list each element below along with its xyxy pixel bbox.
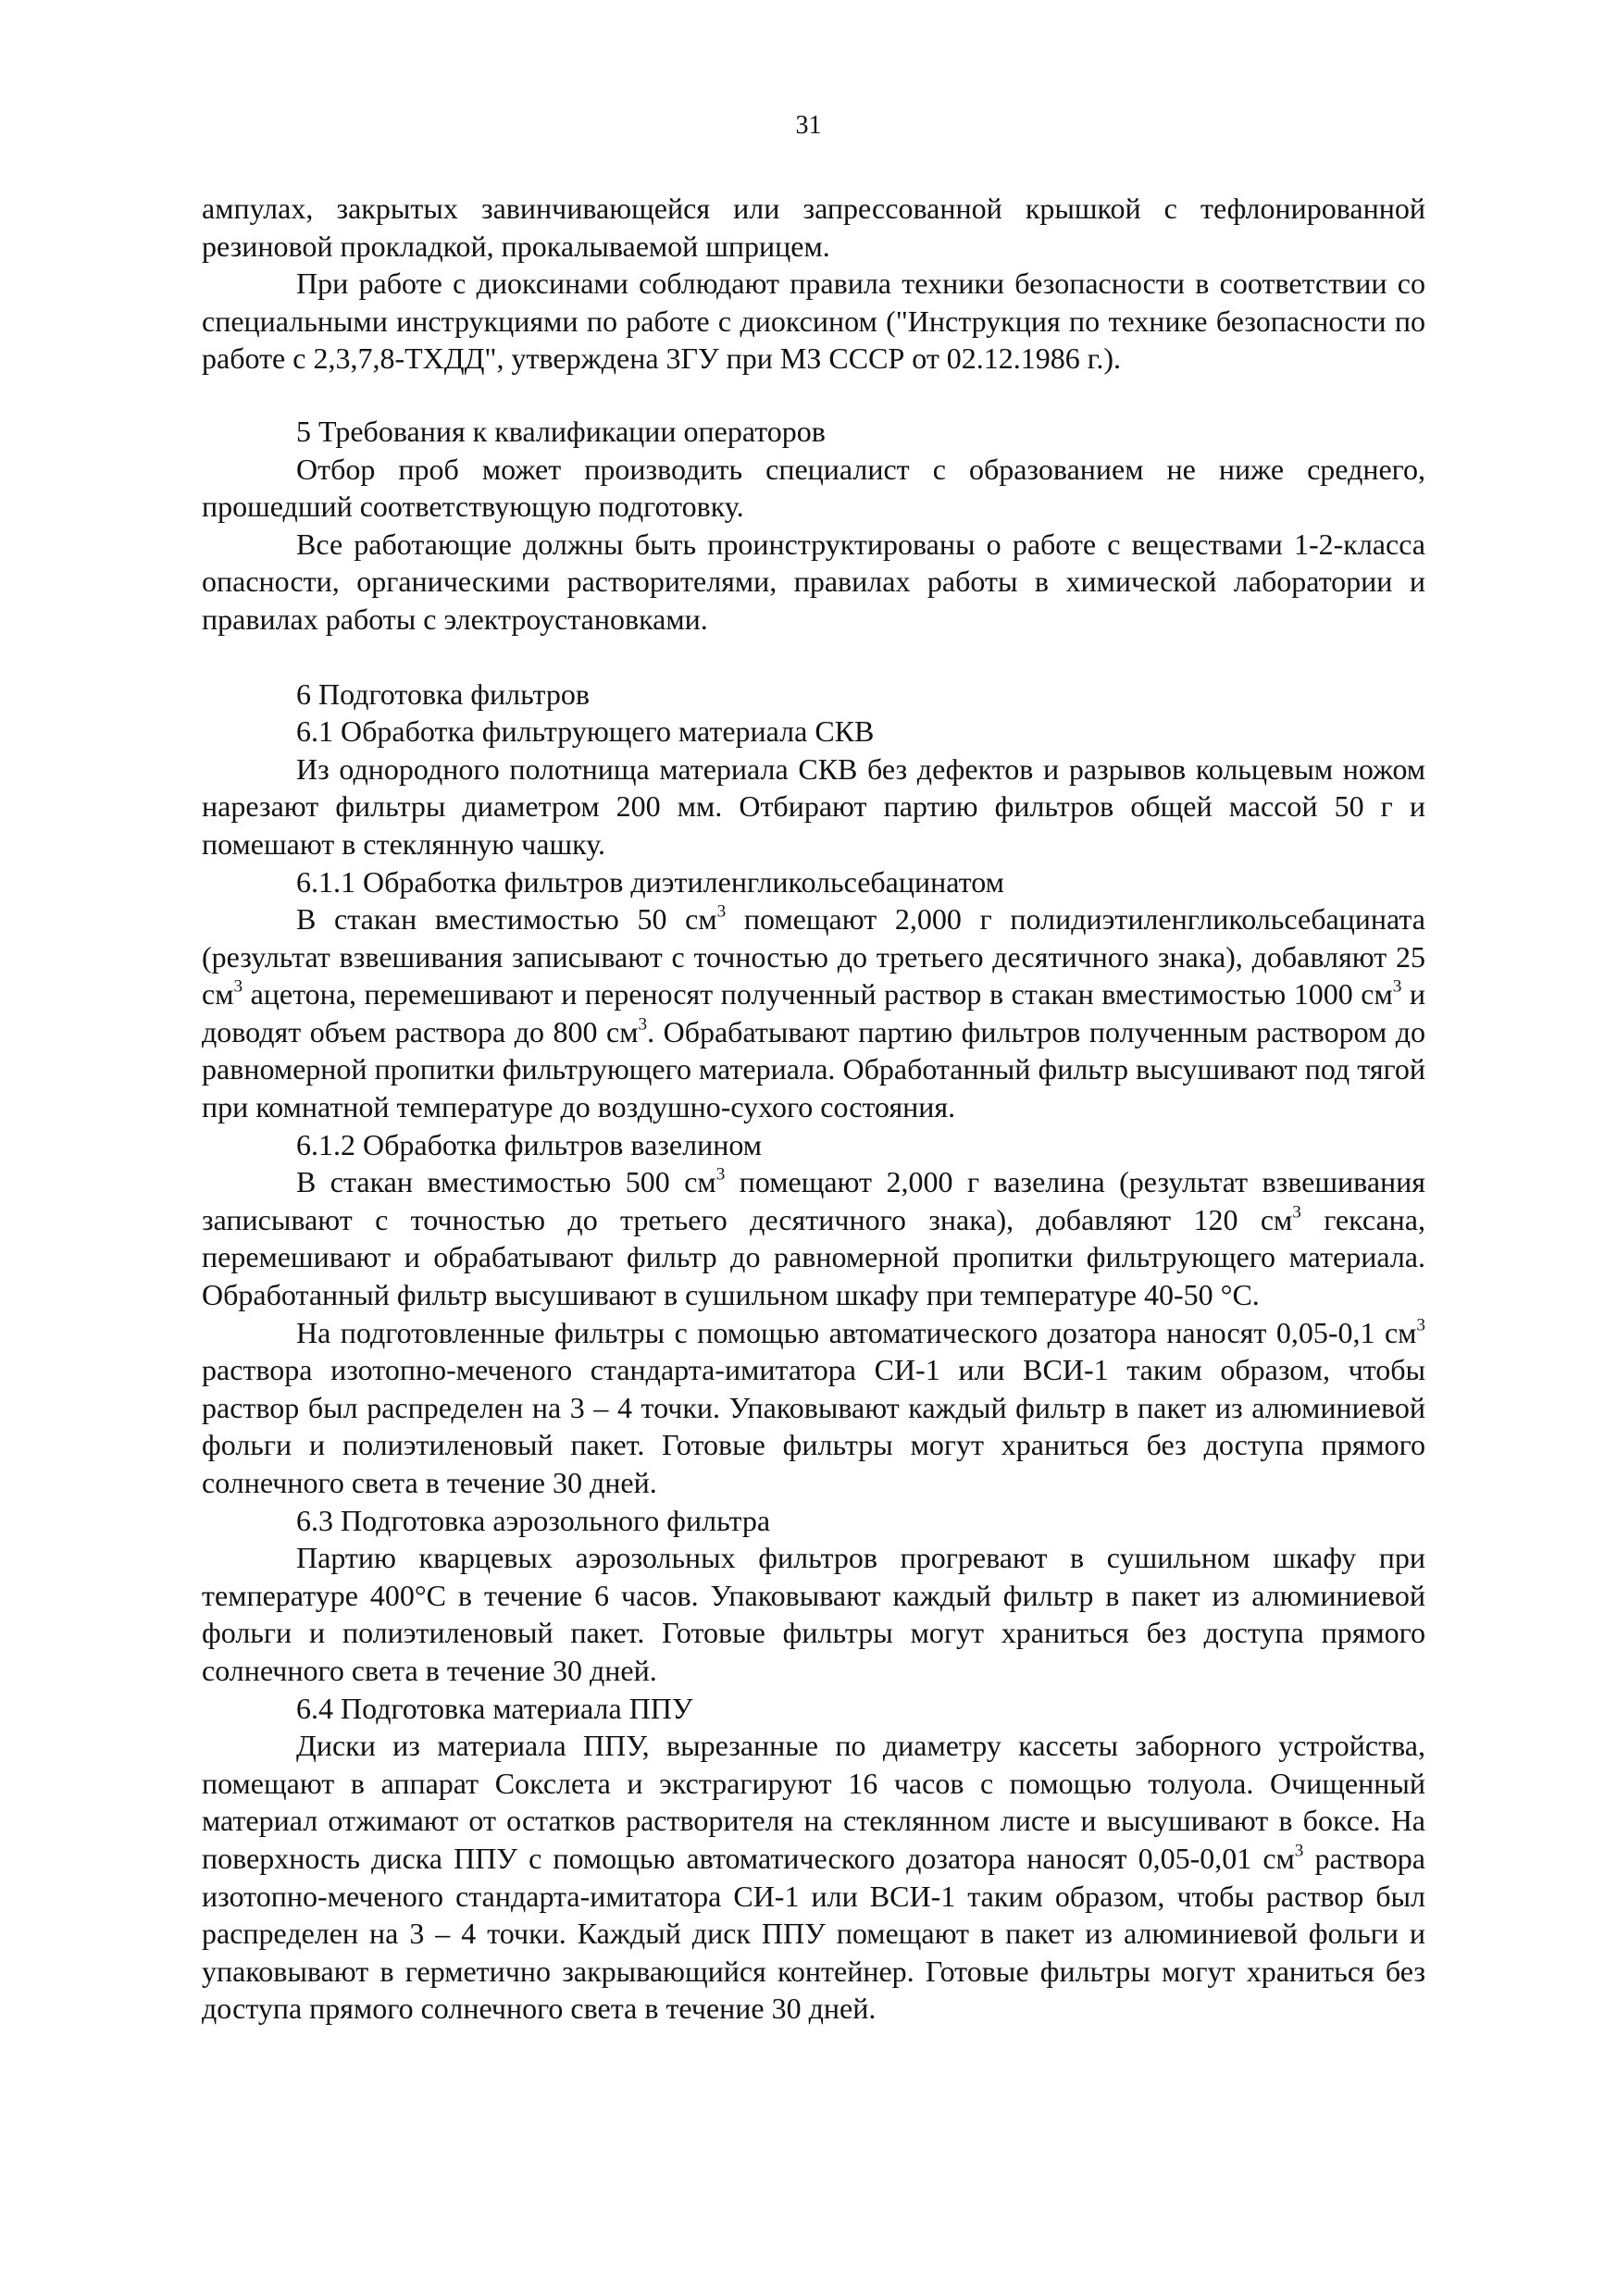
paragraph-instruction: Все работающие должны быть проинструктированы о работе с веществами 1-2-класса опасности, органическими растворителями, правилах работы в химической лаборатории и правилах работы с электроустановками. — [202, 527, 1425, 636]
paragraph-qualification: Отбор проб может производить специалист с образованием не ниже среднего, прошедший соответствующую подготовку. — [202, 452, 1425, 524]
paragraph-safety: При работе с диоксинами соблюдают правила техники безопасности в соответствии со специальными инструкциями по работе с диоксином ("Инструкция по технике безопасности по работе с 2,3,7,8-ТХДД", утверждена 3ГУ при МЗ СССР от 02.12.1986 г.). — [202, 267, 1425, 376]
paragraph-6-4: Диски из материала ППУ, вырезанные по диаметру кассеты заборного устройства, помещают в аппарат Сокслета и экстрагируют 16 часов с помощью толуола. Очищенный материал отжимают от остатков растворителя на стеклянном листе и высушивают в боксе. На поверхность диска ППУ с помощью автоматического дозатора наносят 0,05-0,01 $см^3$ раствора изотопно-меченого стандарта-имитатора СИ-1 или ВСИ-1 таким образом, чтобы раствор был распределен на 3 – 4 точки. Каждый диск ППУ помещают в пакет из алюминиевой фольги и упаковывают в герметично закрывающийся контейнер. Готовые фильтры могут храниться без доступа прямого солнечного света в течение 30 дней. — [202, 1729, 1425, 2026]
paragraph-6-1-2: В стакан вместимостью 500 $см^3$ помещают 2,000 г вазелина (результат взвешивания записывают с точностью до третьего десятичного знака), добавляют 120 $см^3$ гексана, перемешивают и обрабатывают фильтр до равномерной пропитки фильтрующего материала. Обработанный фильтр высушивают в сушильном шкафу при температуре 40-50 °С. — [202, 1164, 1426, 1312]
section-6-1-2-heading: 6.1.2 Обработка фильтров вазелином — [296, 1127, 762, 1161]
paragraph-6-3: Партию кварцевых аэрозольных фильтров прогревают в сушильном шкафу при температуре 400°С в течение 6 часов. Упаковывают каждый фильтр в пакет из алюминиевой фольги и полиэтиленовый пакет. Готовые фильтры могут храниться без доступа прямого солнечного света в течение 30 дней. — [202, 1541, 1425, 1687]
section-6-3-heading: 6.3 Подготовка аэрозольного фильтра — [296, 1503, 771, 1537]
document-body — [202, 190, 1425, 2028]
section-6-4-heading: 6.4 Подготовка материала ППУ — [296, 1691, 693, 1725]
paragraph-6-1-1: В стакан вместимостью 50 $см^3$ помещают 2,000 г полидиэтиленгликольсебацината (результат взвешивания записывают с точностью до третьего десятичного знака), добавляют 25 $см^3$ ацетона, перемешивают и переносят полученный раствор в стакан вместимостью 1000 $см^3$ и доводят объем раствора до 800 $см^3$. Обрабатывают партию фильтров полученным раствором до равномерной пропитки фильтрующего материала. Обработанный фильтр высушивают под тягой при комнатной температуре до воздушно-сухого состояния. — [202, 901, 1426, 1124]
paragraph-ampoules: ампулах, закрытых завинчивающейся или запрессованной крышкой с тефлонированной резиновой прокладкой, прокалываемой шприцем. — [202, 192, 1425, 263]
section-5-heading: 5 Требования к квалификации операторов — [296, 414, 826, 448]
section-6-1-1-heading: 6.1.1 Обработка фильтров диэтиленгликольсебацинатом — [296, 864, 1004, 899]
section-6-heading: 6 Подготовка фильтров — [296, 676, 590, 711]
page-number: 31 — [795, 111, 822, 140]
paragraph-6-1: Из однородного полотнища материала СКВ без дефектов и разрывов кольцевым ножом нарезают фильтры диаметром 200 мм. Отбирают партию фильтров общей массой 50 г и помешают в стеклянную чашку. — [202, 751, 1425, 861]
section-6-1-heading: 6.1 Обработка фильтрующего материала СКВ — [296, 714, 875, 749]
paragraph-apply-standard: На подготовленные фильтры с помощью автоматического дозатора наносят 0,05-0,1 $см^3$ раствора изотопно-меченого стандарта-имитатора СИ-1 или ВСИ-1 таким образом, чтобы раствор был распределен на 3 – 4 точки. Упаковывают каждый фильтр в пакет из алюминиевой фольги и полиэтиленовый пакет. Готовые фильтры могут храниться без доступа прямого солнечного света в течение 30 дней. — [202, 1315, 1425, 1499]
